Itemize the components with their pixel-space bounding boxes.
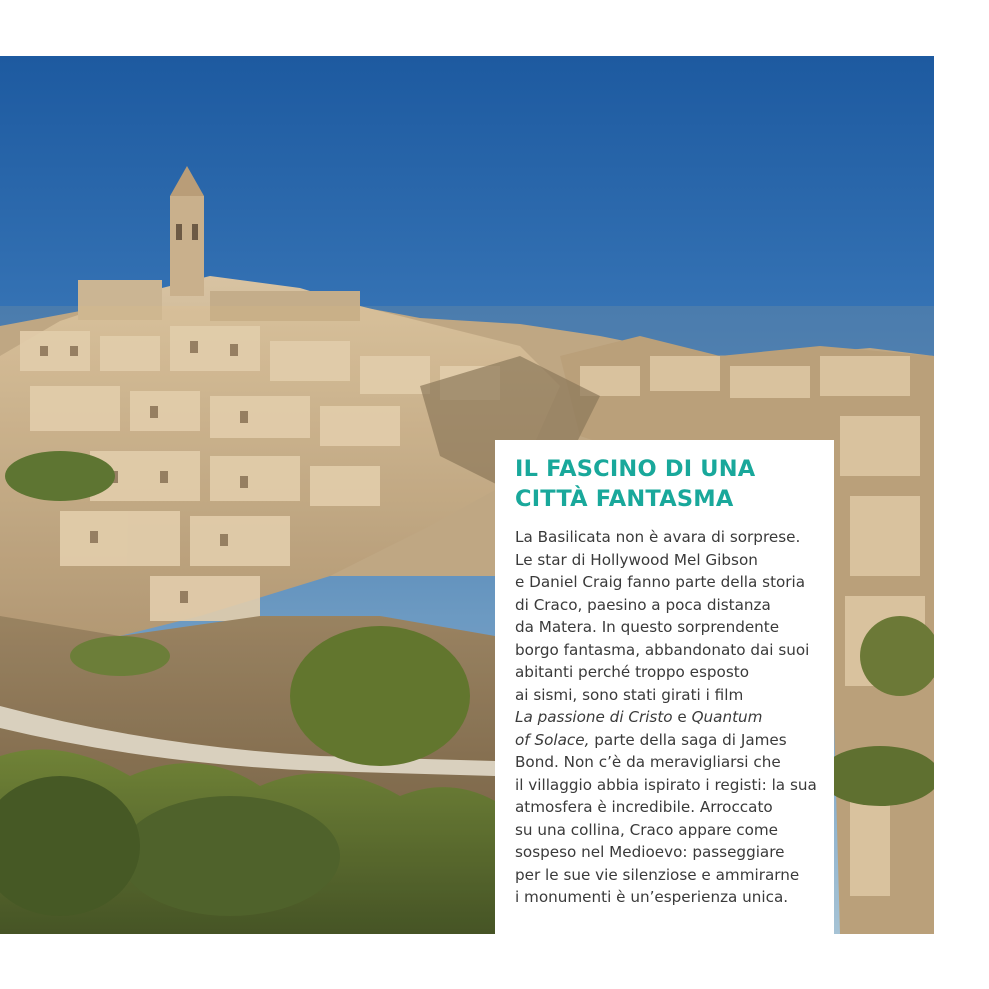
body-line: Bond. Non c’è da meravigliarsi che <box>515 753 781 771</box>
film-title-solace: of Solace, <box>515 730 590 749</box>
article-text-box <box>495 440 834 934</box>
body-line: da Matera. In questo sorprendente <box>515 618 780 636</box>
body-line: atmosfera è incredibile. Arroccato <box>515 798 773 816</box>
film-joiner: e <box>672 708 692 726</box>
body-line: e Daniel Craig fanno parte della storia <box>515 573 806 591</box>
body-line: i monumenti è un’esperienza unica. <box>515 888 789 906</box>
title-line: CITTÀ FANTASMA <box>515 486 734 512</box>
body-line: abitanti perché troppo esposto <box>515 663 750 681</box>
body-line-film-titles <box>515 706 818 729</box>
body-line-solace <box>515 729 818 752</box>
body-line: per le sue vie silenziose e ammirarne <box>515 865 800 884</box>
body-line: borgo fantasma, abbandonato dai suoi <box>515 640 810 659</box>
body-line: sospeso nel Medioevo: passeggiare <box>515 843 785 861</box>
article-body <box>515 526 818 909</box>
film-title-quantum: Quantum <box>691 708 763 726</box>
body-line: ai sismi, sono stati girati i film <box>515 685 744 704</box>
body-line: La Basilicata non è avara di sorprese. <box>515 528 801 546</box>
body-line-rest: parte della saga di James <box>589 730 787 749</box>
film-title-passione: La passione di Cristo <box>515 708 673 726</box>
body-line: su una collina, Craco appare come <box>515 820 779 839</box>
title-line: IL FASCINO DI UNA <box>515 456 756 482</box>
body-line: il villaggio abbia ispirato i registi: la sua <box>515 775 817 794</box>
body-line: di Craco, paesino a poca distanza <box>515 595 771 614</box>
body-line: Le star di Hollywood Mel Gibson <box>515 550 758 569</box>
article-title <box>515 454 818 514</box>
